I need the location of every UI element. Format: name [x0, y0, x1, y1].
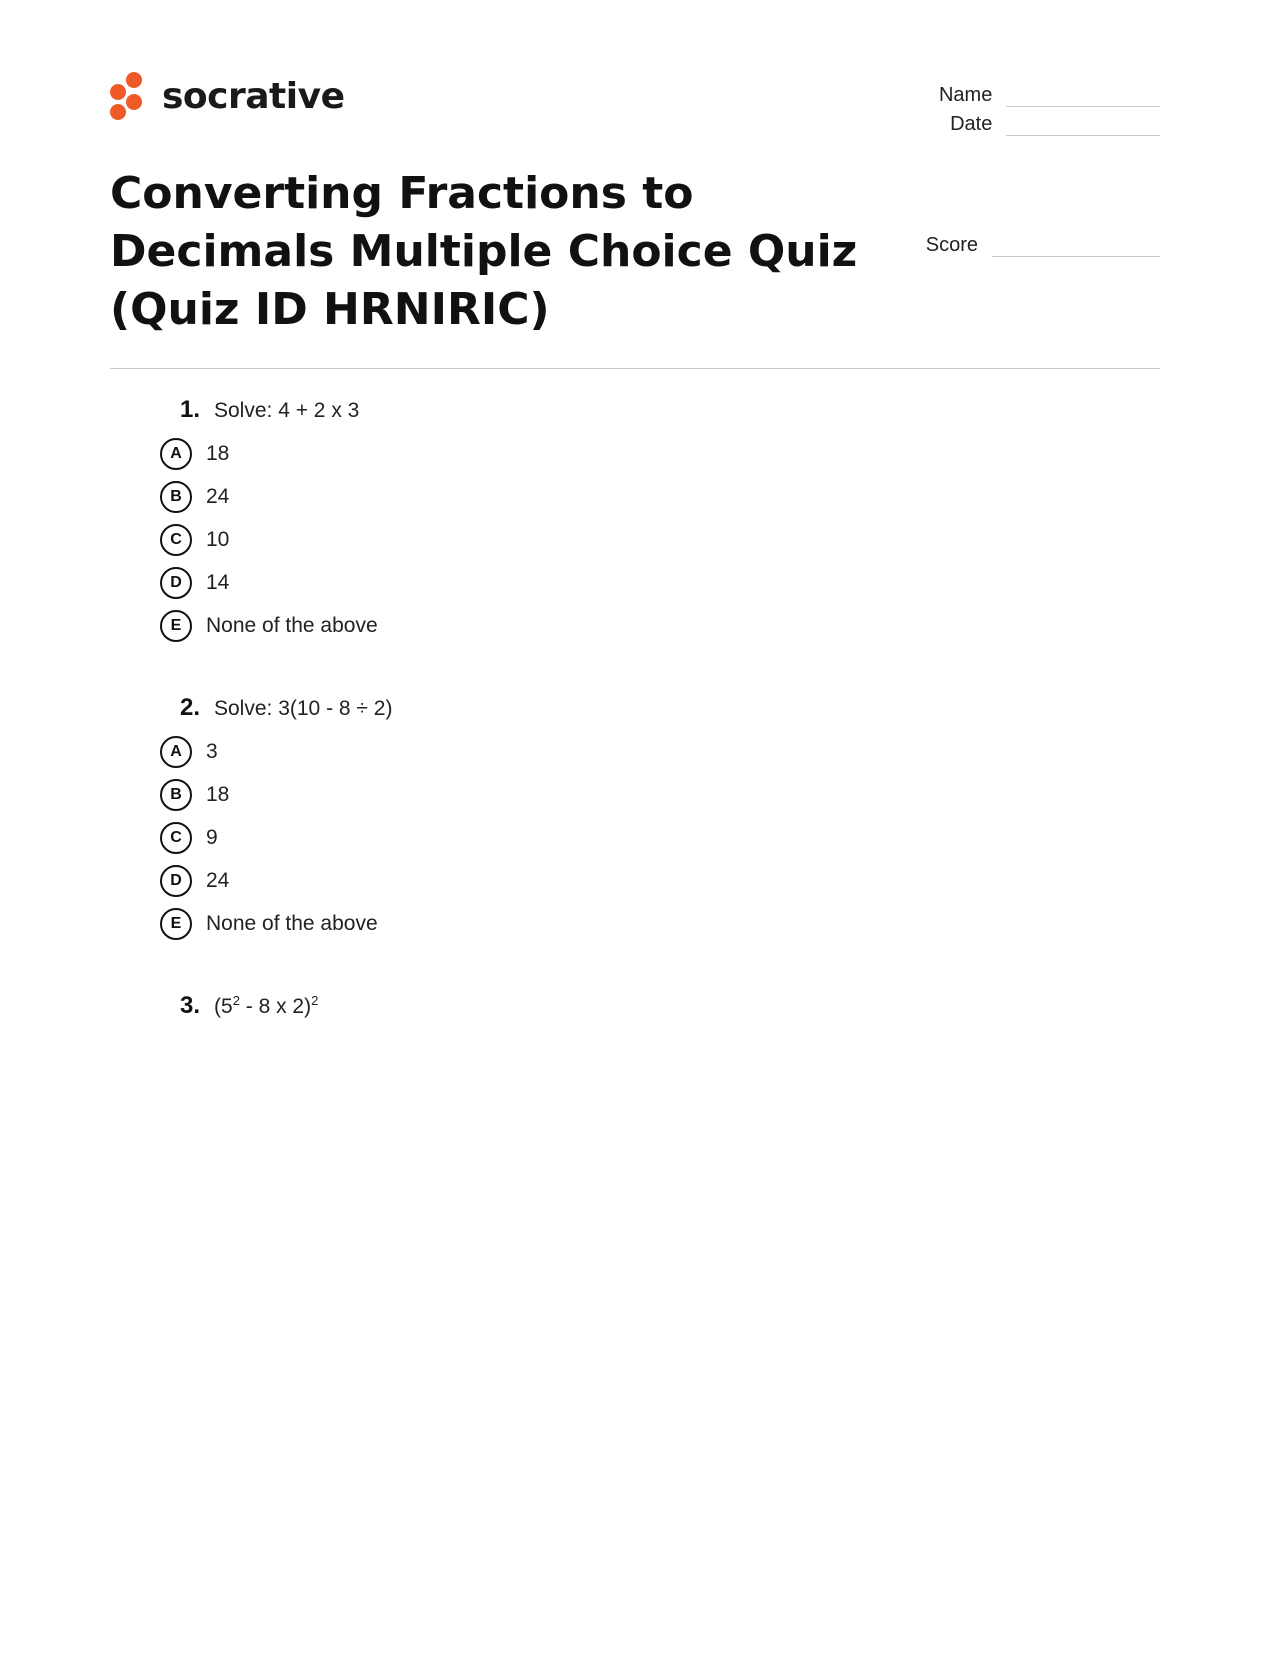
exponent: 2 — [311, 993, 319, 1008]
expression-base: (5 — [214, 995, 233, 1018]
choice-text: 24 — [206, 868, 230, 892]
question-1 — [160, 396, 378, 647]
choice-a[interactable] — [160, 730, 392, 773]
choice-text: 10 — [206, 527, 230, 551]
question-3 — [160, 992, 318, 1028]
choice-letter-bubble[interactable]: B — [160, 481, 192, 513]
choice-text: 14 — [206, 570, 230, 594]
score-row — [888, 234, 1160, 257]
choice-letter-bubble[interactable]: C — [160, 524, 192, 556]
choice-text: 18 — [206, 782, 230, 806]
choice-b[interactable] — [160, 475, 378, 518]
choice-letter-bubble[interactable]: B — [160, 779, 192, 811]
choice-text: 3 — [206, 739, 218, 763]
question-text: Solve: 3(10 - 8 ÷ 2) — [214, 697, 393, 720]
date-field[interactable] — [1006, 115, 1160, 136]
divider — [110, 368, 1160, 369]
choice-a[interactable] — [160, 432, 378, 475]
expression-rest: - 8 x 2) — [239, 995, 312, 1018]
choice-letter-bubble[interactable]: D — [160, 865, 192, 897]
choice-text: 9 — [206, 825, 218, 849]
choice-letter-bubble[interactable]: A — [160, 736, 192, 768]
choice-letter-bubble[interactable]: E — [160, 908, 192, 940]
choice-letter-bubble[interactable]: A — [160, 438, 192, 470]
question-text — [214, 993, 318, 1019]
logo — [110, 72, 344, 120]
question-number: 2. — [179, 694, 200, 721]
choice-text: None of the above — [206, 911, 378, 935]
choice-e[interactable] — [160, 902, 392, 945]
choice-letter-bubble[interactable]: E — [160, 610, 192, 642]
choice-d[interactable] — [160, 561, 378, 604]
choice-letter-bubble[interactable]: C — [160, 822, 192, 854]
question-2 — [160, 694, 392, 945]
date-label: Date — [950, 113, 993, 135]
choice-text: None of the above — [206, 613, 378, 637]
page-title: Converting Fractions to Decimals Multiple Choice Quiz (Quiz ID HRNIRIC) — [110, 168, 858, 335]
name-label: Name — [938, 84, 993, 106]
score-label: Score — [925, 234, 978, 256]
choice-e[interactable] — [160, 604, 378, 647]
choice-text: 24 — [206, 484, 230, 508]
name-field[interactable] — [1006, 86, 1160, 107]
question-number: 3. — [179, 992, 200, 1019]
choice-c[interactable] — [160, 816, 392, 859]
question-text: Solve: 4 + 2 x 3 — [214, 399, 360, 422]
choice-b[interactable] — [160, 773, 392, 816]
brand-name: socrative — [162, 75, 345, 117]
score-field[interactable] — [992, 236, 1160, 257]
choice-letter-bubble[interactable]: D — [160, 567, 192, 599]
choice-c[interactable] — [160, 518, 378, 561]
student-fields — [910, 78, 1160, 136]
choice-text: 18 — [206, 441, 230, 465]
exponent: 2 — [232, 993, 240, 1008]
question-number: 1. — [179, 396, 200, 423]
socrative-hexagon-icon — [110, 72, 150, 120]
choice-d[interactable] — [160, 859, 392, 902]
